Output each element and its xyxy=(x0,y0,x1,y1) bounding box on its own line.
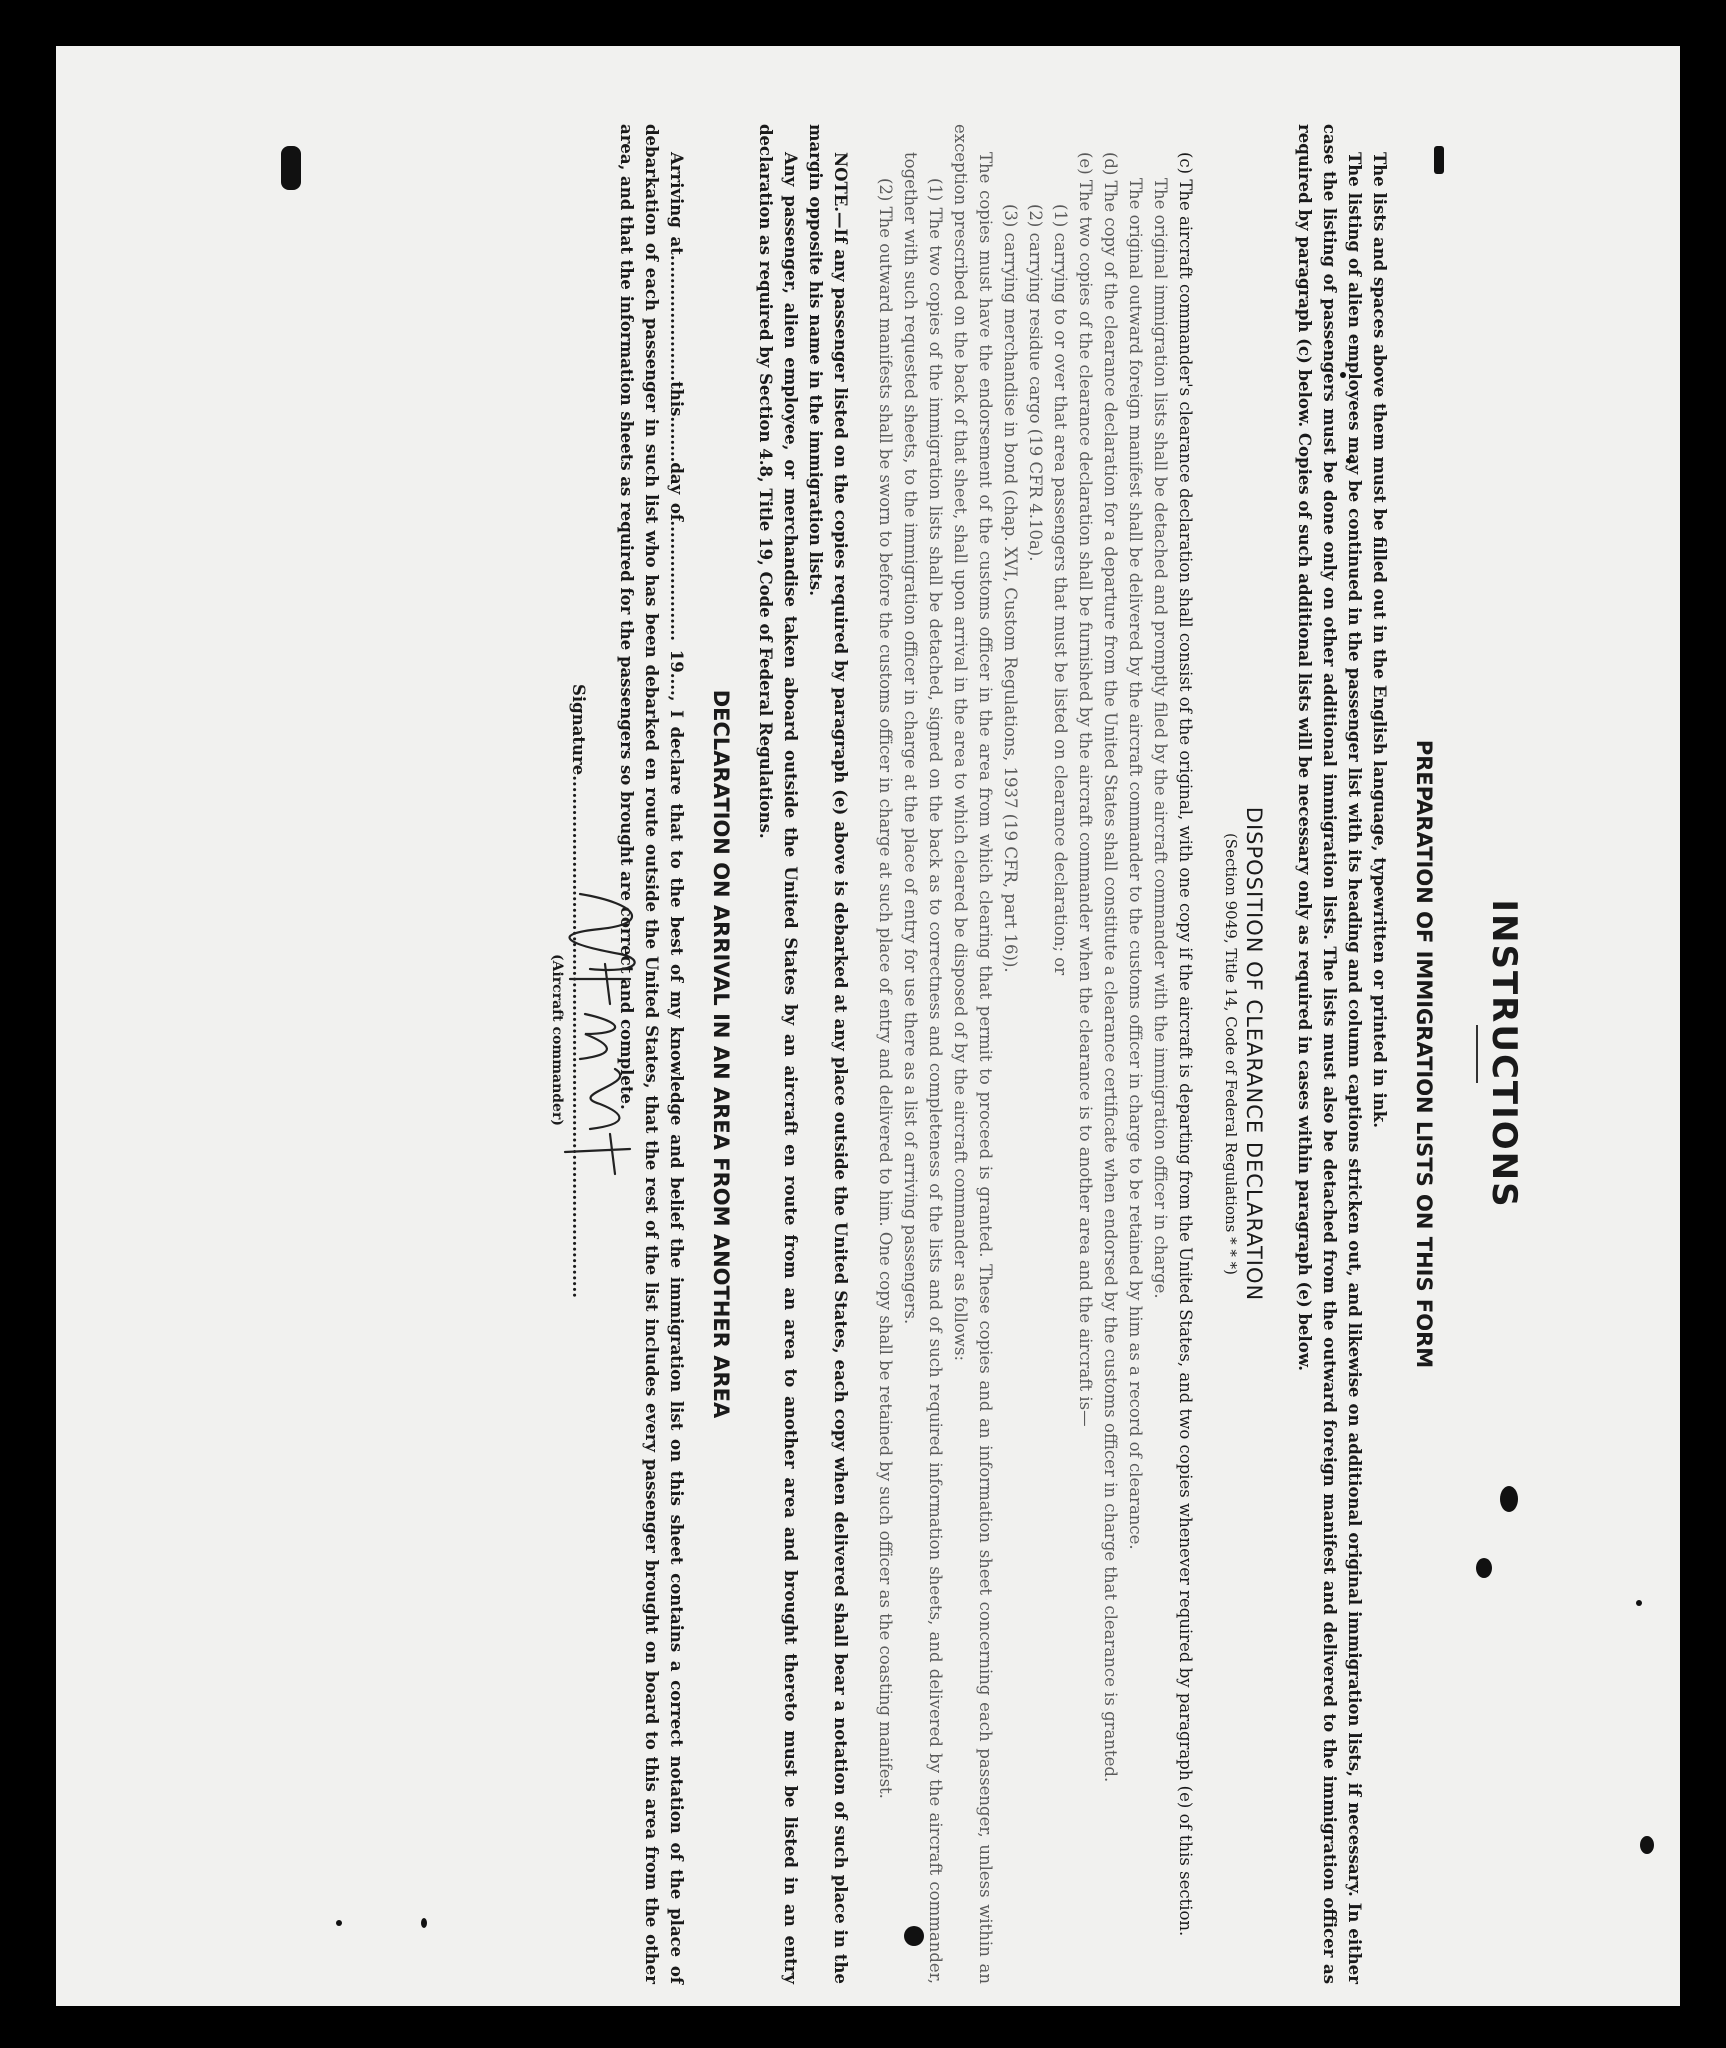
handwritten-signature xyxy=(550,884,660,1184)
preparation-paragraph-1: The lists and spaces above them must be filled out in the English language, typewritten or printed in ink. xyxy=(1370,152,1389,1128)
paragraph-e-1: (1) carrying to or over that area passengers that must be listed on clearance declaration; or xyxy=(1051,204,1070,976)
any-passenger-paragraph: Any passenger, alien employee, or merchandise taken aboard outside the United States by an aircraft en route from an area to another area and brought thereto must be listed in an entry declaration as required by Section 4.8, Title 19, Code of Federal Regulations. xyxy=(756,124,800,1984)
paragraph-e: (e) The two copies of the clearance declaration shall be furnished by the aircraft commander when the clearance is to another area and the aircraft is— xyxy=(1076,152,1095,1427)
paragraph-e-disposal-1: (1) The two copies of the immigration lists shall be detached, signed on the back as to correctness and completeness of the lists and of such required information sheets, and delivered by the aircraft commander, together with such requested sheets, to the immigration officer in charge at the place of entry for use there as a list of arriving passengers. xyxy=(901,152,945,1984)
ink-mark xyxy=(1636,1600,1642,1606)
declaration-heading: DECLARATION ON ARRIVAL IN AN AREA FROM ANOTHER AREA xyxy=(709,689,733,1419)
signature-line xyxy=(569,124,588,1984)
title-underline xyxy=(1476,1025,1478,1083)
ink-mark xyxy=(1640,1836,1654,1854)
signature-label: Signature........................................................................................... xyxy=(569,684,588,1298)
paragraph-e-disposal-2: (2) The outward manifests shall be sworn to before the customs officer in charge at such place of entry and delivered to him. One copy shall be retained by such officer as the coasting manifest. xyxy=(876,178,895,1799)
paragraph-c-2: The original immigration lists shall be detached and promptly filed by the aircraft commander with the immigration officer in charge. xyxy=(1151,178,1170,1299)
rotated-page-content xyxy=(344,124,1524,1984)
disposition-heading: DISPOSITION OF CLEARANCE DECLARATION xyxy=(1242,806,1266,1302)
disposition-citation: (Section 9049, Title 14, Code of Federal Regulations * * *) xyxy=(1222,832,1240,1276)
paragraph-c: (c) The aircraft commander's clearance declaration shall consist of the original, with one copy if the aircraft is departing from the United States, and two copies whenever required by paragraph (e) of this section. xyxy=(1176,152,1195,1937)
paragraph-e-3: (3) carrying merchandise in bond (chap. XVI, Custom Regulations, 1937 (19 CFR, part 16)). xyxy=(1001,204,1020,973)
declaration-body: Arriving at......................this........day of..................... 19...., I declare that to the best of my knowledge and belief the immigration list on this sheet contains a correct notation of the place of debarkation of each passenger in such list who has been debarked en route outside the United States, that the rest of the list includes every passenger brought on board to this area from the other area, and that the information sheets as required for the passengers so brought are correct and complete. xyxy=(617,124,686,1984)
paragraph-c-3: The original outward foreign manifest shall be delivered by the aircraft commander to the customs officer in charge to be retained by him as a record of clearance. xyxy=(1126,178,1145,1550)
instructions-title: INSTRUCTIONS xyxy=(1484,899,1524,1209)
paragraph-e-2: (2) carrying residue cargo (19 CFR 4.10a). xyxy=(1026,204,1045,562)
paragraph-e-copies: The copies must have the endorsement of the customs officer in the area from which clearing that permit to proceed is granted. These copies and an information sheet concerning each passenger, unless within an exception prescribed on the back of that sheet, shall upon arrival in the area to which cleared be disposed of by the aircraft commander as follows: xyxy=(951,124,995,1984)
ink-mark xyxy=(281,146,301,190)
preparation-paragraph-2: The listing of alien employees may be continued in the passenger list with its heading and column captions stricken out, and likewise on additional original immigration lists, if necessary. In either case the listing of passengers must be done only on other additional immigration lists. The lists must also be detached from the outward foreign manifest and delivered to the immigration officer as required by paragraph (c) below. Copies of such additional lists will be necessary only as required in cases within paragraph (e) below. xyxy=(1295,124,1364,1984)
paragraph-d: (d) The copy of the clearance declaration for a departure from the United States shall constitute a clearance certificate when endorsed by the customs officer in charge that clearance is granted. xyxy=(1101,152,1120,1783)
signature-caption: (Aircraft commander) xyxy=(549,954,565,1126)
note-paragraph: NOTE.—If any passenger listed on the copies required by paragraph (e) above is debarked at any place outside the United States, each copy when delivered shall bear a notation of such place in the margin opposite his name in the immigration lists. xyxy=(806,124,850,1984)
preparation-heading: PREPARATION OF IMMIGRATION LISTS ON THIS FORM xyxy=(1412,739,1436,1369)
document-sheet xyxy=(56,46,1680,2006)
ink-mark xyxy=(336,1920,342,1926)
